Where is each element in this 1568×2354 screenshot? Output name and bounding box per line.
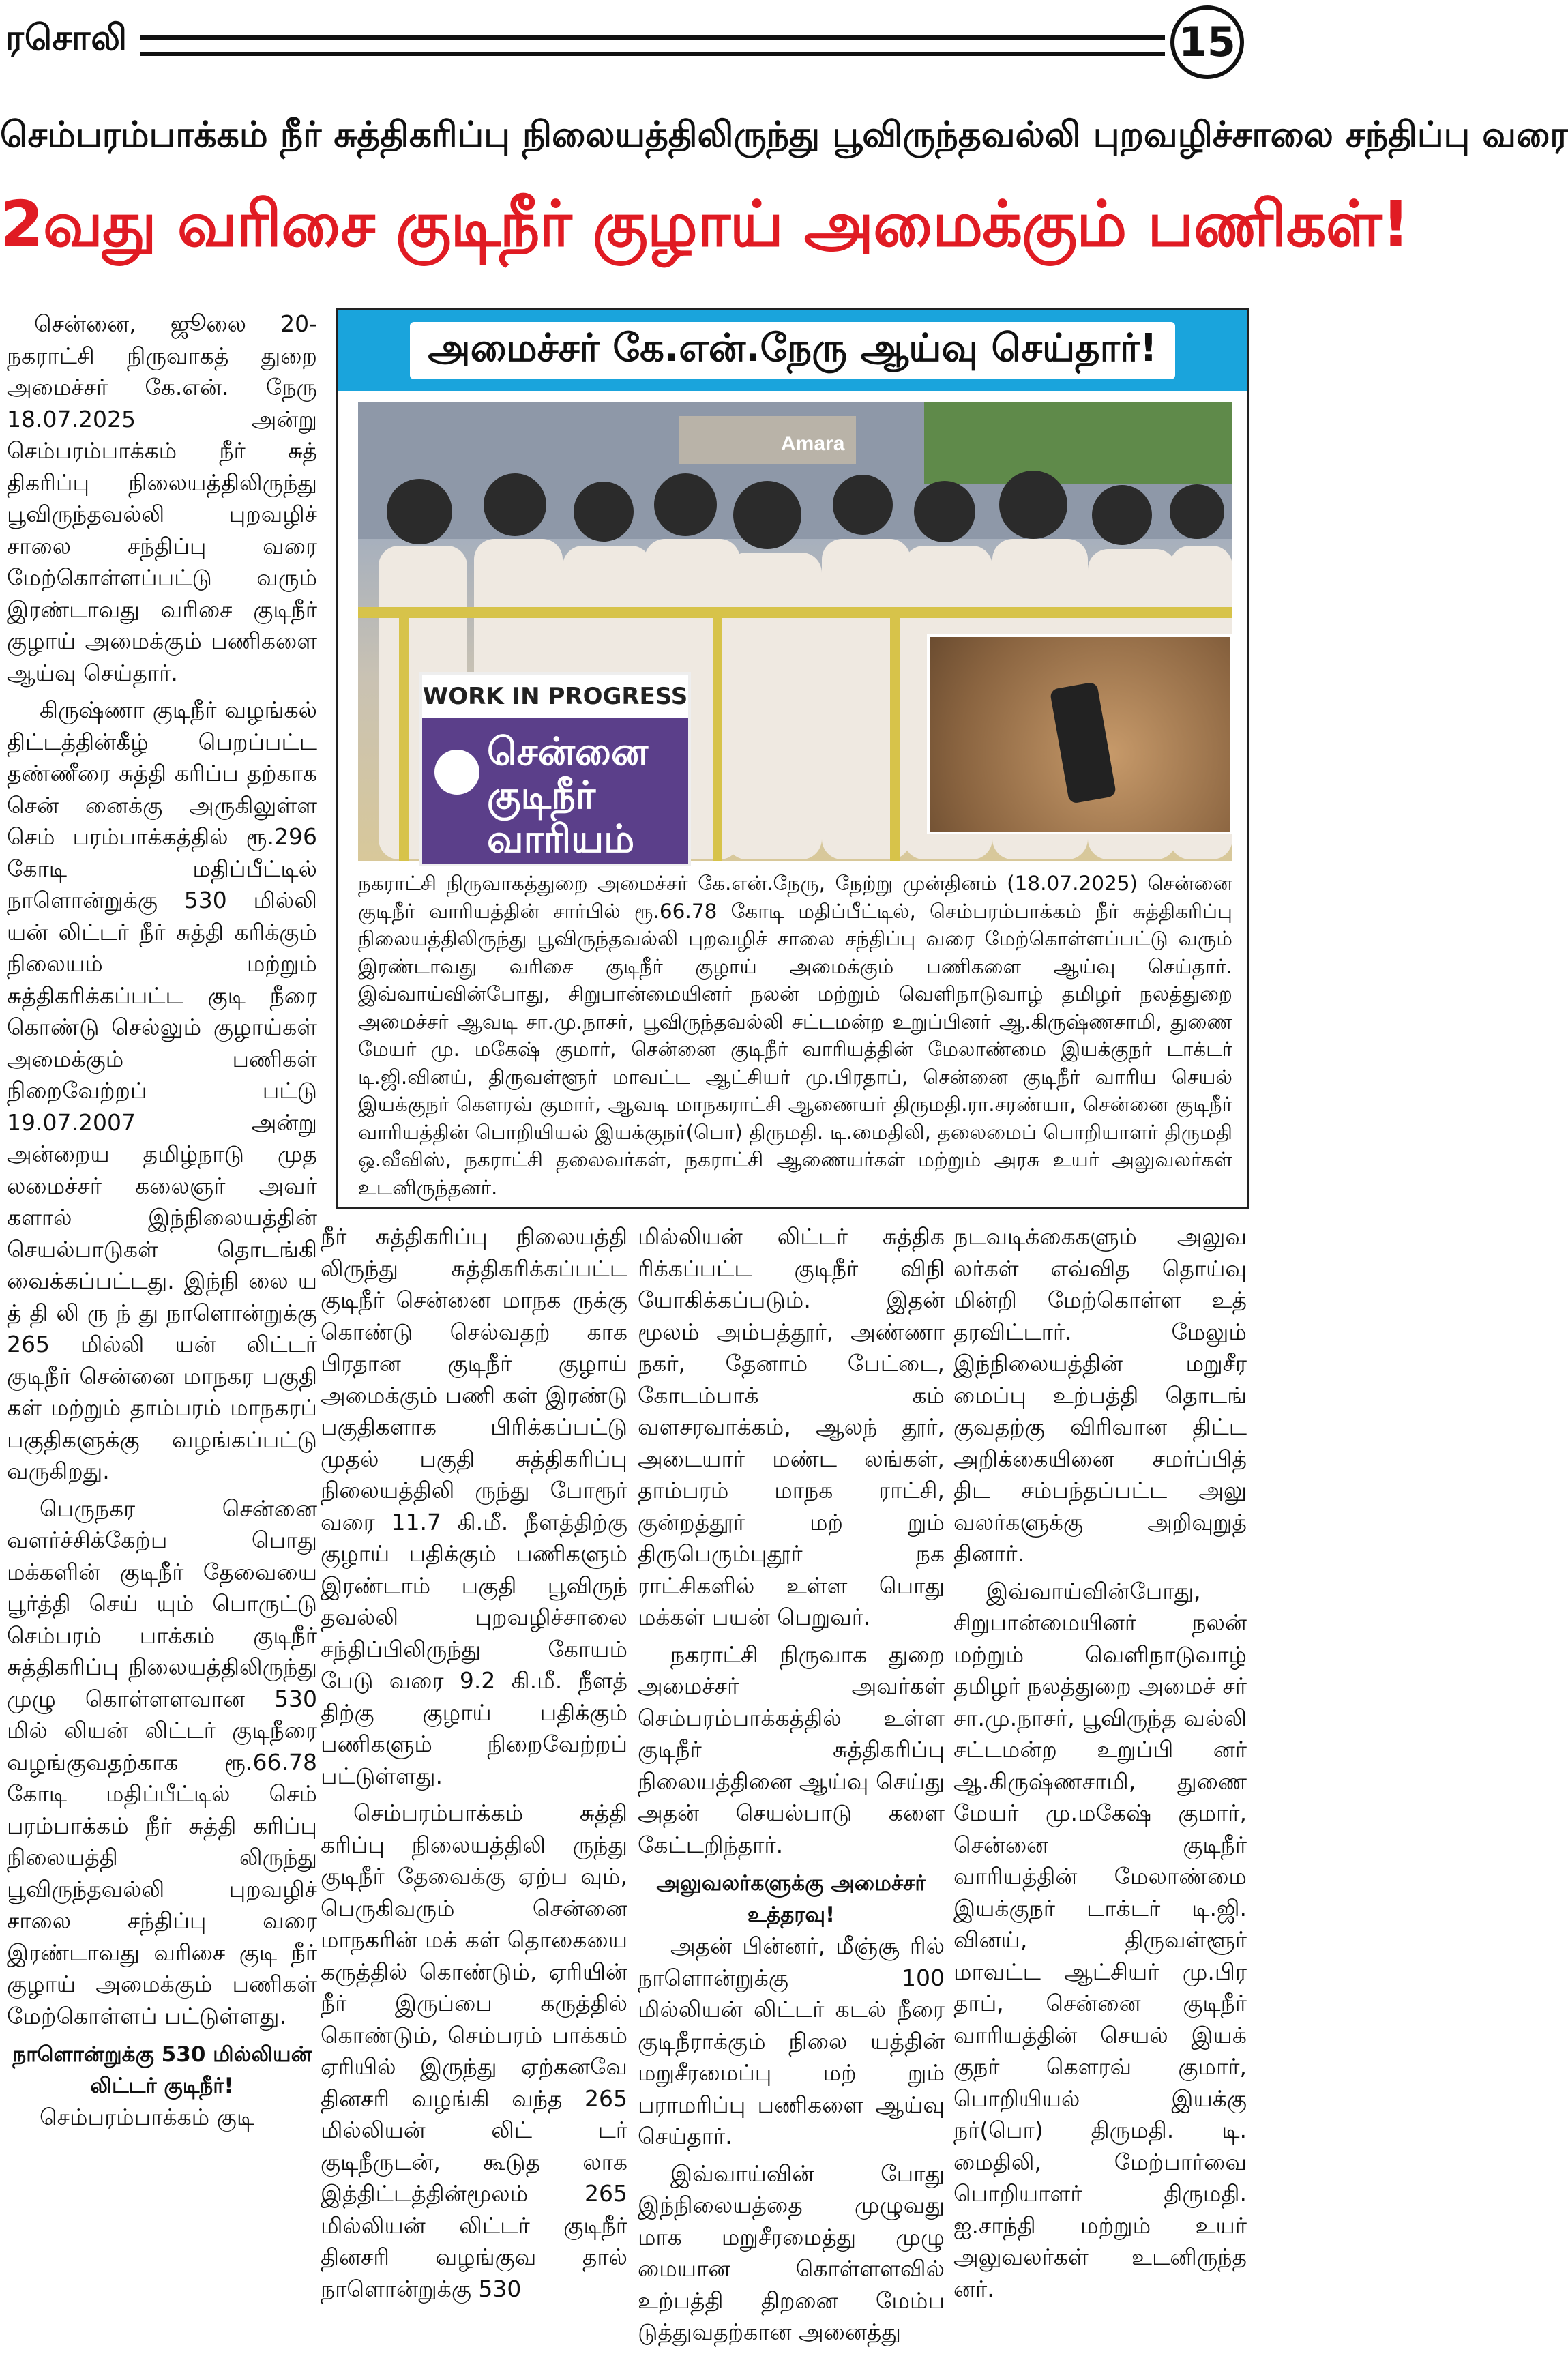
board-logo-icon	[434, 750, 479, 795]
kicker-headline: செம்பரம்பாக்கம் நீர் சுத்திகரிப்பு நிலையத்திலிருந்து பூவிருந்தவல்லி புறவழிச்சாலை சந்திப்பு வரை	[0, 115, 1568, 156]
sign-top-text: WORK IN PROGRESS	[422, 675, 688, 718]
page-number: 15	[1170, 5, 1244, 79]
subheading: நாளொன்றுக்கு 530 மில்லியன் லிட்டர் குடிநீர்!	[12, 2042, 312, 2098]
work-in-progress-sign	[419, 672, 691, 866]
paragraph: நீர் சுத்திகரிப்பு நிலையத்தி லிருந்து சுத்திகரிக்கப்பட்ட குடிநீர் சென்னை மாநக ருக்கு கொண்டு செல்வதற் காக பிரதான குடிநீர் குழாய் அமைக்கும் பணி கள் இரண்டு பகுதிகளாக பிரிக்கப்பட்டு முதல் பகுதி சுத்திகரிப்பு நிலையத்திலி ருந்து போரூர் வரை 11.7 கி.மீ. நீளத்திற்கு குழாய் பதிக்கும் பணிகளும் இரண்டாம் பகுதி பூவிருந் தவல்லி புறவழிச்சாலை சந்திப்பிலிருந்து கோயம் பேடு வரை 9.2 கி.மீ. நீளத் திற்கு குழாய் பதிக்கும் பணிகளும் நிறைவேற்றப் பட்டுள்ளது.	[321, 1223, 627, 1789]
banner-text: அமைச்சர் கே.என்.நேரு ஆய்வு செய்தார்!	[410, 322, 1174, 379]
news-photo	[358, 402, 1232, 861]
paragraph: இவ்வாய்வின் போது இந்நிலையத்தை முழுவது மாக மறுசீரமைத்து முழு மையான கொள்ளளவில் உற்பத்தி திறனை மேம்ப டுத்துவதற்கான அனைத்து	[638, 2160, 945, 2345]
sign-line: வாரியம்	[487, 817, 635, 862]
article-column-2	[321, 1221, 627, 2310]
sign-line: சென்னை	[487, 730, 649, 774]
article-column-1	[7, 308, 317, 2139]
article-column-3	[638, 1221, 945, 2354]
subheading: அலுவலர்களுக்கு அமைச்சர் உத்தரவு!	[656, 1871, 926, 1927]
paragraph: அதன் பின்னர், மீஞ்சூ ரில் நாளொன்றுக்கு 100 மில்லியன் லிட்டர் கடல் நீரை குடிநீராக்கும் நிலை யத்தின் மறுசீரமைப்பு மற் றும் பராமரிப்பு பணிகளை ஆய்வு செய்தார்.	[638, 1932, 945, 2149]
paragraph: கிருஷ்ணா குடிநீர் வழங்கல் திட்டத்தின்கீழ் பெறப்பட்ட தண்ணீரை சுத்தி கரிப்ப தற்காக சென் னைக்கு அருகிலுள்ள செம் பரம்பாக்கத்தில் ரூ.296 கோடி மதிப்பீட்டில் நாளொன்றுக்கு 530 மில்லி யன் லிட்டர் நீர் சுத்தி கரிக்கும் நிலையம் மற்றும் சுத்திகரிக்கப்பட்ட குடி நீரை கொண்டு செல்லும் குழாய்கள் அமைக்கும் பணிகள் நிறைவேற்றப் பட்டு 19.07.2007 அன்று அன்றைய தமிழ்நாடு முத லமைச்சர் கலைஞர் அவர் களால் இந்நிலையத்தின் செயல்பாடுகள் தொடங்கி வைக்கப்பட்டது. இந்நி லை ய த் தி லி ரு ந் து நாளொன்றுக்கு 265 மில்லி யன் லிட்டர் குடிநீர் சென்னை மாநகர பகுதி கள் மற்றும் தாம்பரம் மாநகரப் பகுதிகளுக்கு வழங்கப்பட்டு வருகிறது.	[7, 696, 317, 1484]
photo-caption: நகராட்சி நிருவாகத்துறை அமைச்சர் கே.என்.நேரு, நேற்று முன்தினம் (18.07.2025) சென்னை குடிநீர் வாரியத்தின் சார்பில் ரூ.66.78 கோடி மதிப்பீட்டில், செம்பரம்பாக்கம் நீர் சுத்திகரிப்பு நிலையத்திலிருந்து பூவிருந்தவல்லி புறவழிச் சாலை சந்திப்பு வரை மேற்கொள்ளப்பட்டு வரும் இரண்டாவது வரிசை குடிநீர் குழாய் அமைக்கும் பணிகளை ஆய்வு செய்தார். இவ்வாய்வின்போது, சிறுபான்மையினர் நலன் மற்றும் வெளிநாடுவாழ் தமிழர் நலத்துறை அமைச்சர் ஆவடி சா.மு.நாசர், பூவிருந்தவல்லி சட்டமன்ற உறுப்பினர் ஆ.கிருஷ்ணசாமி, துணை மேயர் மு. மகேஷ் குமார், சென்னை குடிநீர் வாரியத்தின் மேலாண்மை இயக்குநர் டாக்டர் டி.ஜி.வினய், திருவள்ளூர் மாவட்ட ஆட்சியர் மு.பிரதாப், சென்னை குடிநீர் வாரிய செயல் இயக்குநர் கௌரவ் குமார், ஆவடி மாநகராட்சி ஆணையர் திருமதி.ரா.சரண்யா, சென்னை குடிநீர் வாரியத்தின் பொறியியல் இயக்குநர்(பொ) திருமதி. டி.மைதிலி, தலைமைப் பொறியாளர் திருமதி ஒ.வீவிஸ், நகராட்சி தலைவர்கள், நகராட்சி ஆணையர்கள் மற்றும் அரசு உயர் அலுவலர்கள் உடனிருந்தனர்.	[358, 872, 1232, 1199]
paragraph: பெருநகர சென்னை வளர்ச்சிக்கேற்ப பொது மக்களின் குடிநீர் தேவையை பூர்த்தி செய் யும் பொருட்டு செம்பரம் பாக்கம் குடிநீர் சுத்திகரிப்பு நிலையத்திலிருந்து முழு கொள்ளளவான 530 மில் லியன் லிட்டர் குடிநீரை வழங்குவதற்காக ரூ.66.78 கோடி மதிப்பீட்டில் செம் பரம்பாக்கம் நீர் சுத்தி கரிப்பு நிலையத்தி லிருந்து பூவிருந்தவல்லி புறவழிச் சாலை சந்திப்பு வரை இரண்டாவது வரிசை குடி நீர் குழாய் அமைக்கும் பணிகள் மேற்கொள்ளப் பட்டுள்ளது.	[7, 1495, 317, 2029]
photo-banner	[338, 310, 1247, 391]
masthead	[0, 0, 1254, 89]
paragraph: நடவடிக்கைகளும் அலுவ லர்கள் எவ்வித தொய்வு மின்றி மேற்கொள்ள உத் தரவிட்டார். மேலும் இந்நிலையத்தின் மறுசீர மைப்பு உற்பத்தி தொடங் குவதற்கு விரிவான திட்ட அறிக்கையினை சமர்ப்பித் திட சம்பந்தப்பட்ட அலு வலர்களுக்கு அறிவுறுத் தினார்.	[953, 1223, 1247, 1567]
paragraph: செம்பரம்பாக்கம் குடி	[40, 2104, 255, 2130]
pipe-valve-icon	[1050, 681, 1116, 804]
paper-name: ரசொலி	[5, 18, 128, 59]
paragraph: சென்னை, ஜூலை 20- நகராட்சி நிருவாகத் துறை அமைச்சர் கே.என். நேரு 18.07.2025 அன்று செம்பரம்பாக்கம் நீர் சுத் திகரிப்பு நிலையத்திலிருந்து பூவிருந்தவல்லி புறவழிச் சாலை சந்திப்பு வரை மேற்கொள்ளப்பட்டு வரும் இரண்டாவது வரிசை குடிநீர் குழாய் அமைக்கும் பணிகளை ஆய்வு செய்தார்.	[7, 310, 317, 686]
masthead-rule	[140, 35, 1165, 56]
main-headline: 2வது வரிசை குடிநீர் குழாய் அமைக்கும் பணிகள்!	[0, 188, 1410, 261]
paragraph: நகராட்சி நிருவாக துறை அமைச்சர் அவர்கள் செம்பரம்பாக்கத்தில் உள்ள குடிநீர் சுத்திகரிப்பு நிலையத்தினை ஆய்வு செய்து அதன் செயல்பாடு களை கேட்டறிந்தார்.	[638, 1641, 945, 1858]
sign-line: குடிநீர்	[487, 774, 596, 818]
building-sign-text: Amara	[781, 432, 845, 455]
paragraph: மில்லியன் லிட்டர் சுத்திக ரிக்கப்பட்ட குடிநீர் விநி யோகிக்கப்படும். இதன் மூலம் அம்பத்தூர், அண்ணா நகர், தேனாம் பேட்டை, கோடம்பாக் கம் வளசரவாக்கம், ஆலந் தூர், அடையார் மண்ட லங்கள், தாம்பரம் மாநக ராட்சி, குன்றத்தூர் மற் றும் திருபெரும்புதூர் நக ராட்சிகளில் உள்ள பொது மக்கள் பயன் பெறுவர்.	[638, 1223, 945, 1630]
article-column-4	[953, 1221, 1247, 2310]
photo-feature-box	[336, 308, 1249, 1209]
sign-board-text	[487, 731, 648, 862]
inset-pipe-photo	[927, 634, 1232, 834]
paragraph: செம்பரம்பாக்கம் சுத்தி கரிப்பு நிலையத்திலி ருந்து குடிநீர் தேவைக்கு ஏற்ப வும், பெருகிவரும் சென்னை மாநகரின் மக் கள் தொகையை கருத்தில் கொண்டும், ஏரியின் நீர் இருப்பை கருத்தில் கொண்டும், செம்பரம் பாக்கம் ஏரியில் இருந்து ஏற்கனவே தினசரி வழங்கி வந்த 265 மில்லியன் லிட் டர் குடிநீருடன், கூடுத லாக இத்திட்டத்தின்மூலம் 265 மில்லியன் லிட்டர் குடிநீர் தினசரி வழங்குவ தால் நாளொன்றுக்கு 530	[321, 1799, 627, 2302]
paragraph: இவ்வாய்வின்போது, சிறுபான்மையினர் நலன் மற்றும் வெளிநாடுவாழ் தமிழர் நலத்துறை அமைச் சர் சா.மு.நாசர், பூவிருந்த வல்லி சட்டமன்ற உறுப்பி னர் ஆ.கிருஷ்ணசாமி, துணை மேயர் மு.மகேஷ் குமார், சென்னை குடிநீர் வாரியத்தின் மேலாண்மை இயக்குநர் டாக்டர் டி.ஜி. வினய், திருவள்ளூர் மாவட்ட ஆட்சியர் மு.பிர தாப், சென்னை குடிநீர் வாரியத்தின் செயல் இயக் குநர் கௌரவ் குமார், பொறியியல் இயக்கு நர்(பொ) திருமதி. டி. மைதிலி, மேற்பார்வை பொறியாளர் திருமதி. ஐ.சாந்தி மற்றும் உயர் அலுவலர்கள் உடனிருந்த னர்.	[953, 1577, 1247, 2302]
